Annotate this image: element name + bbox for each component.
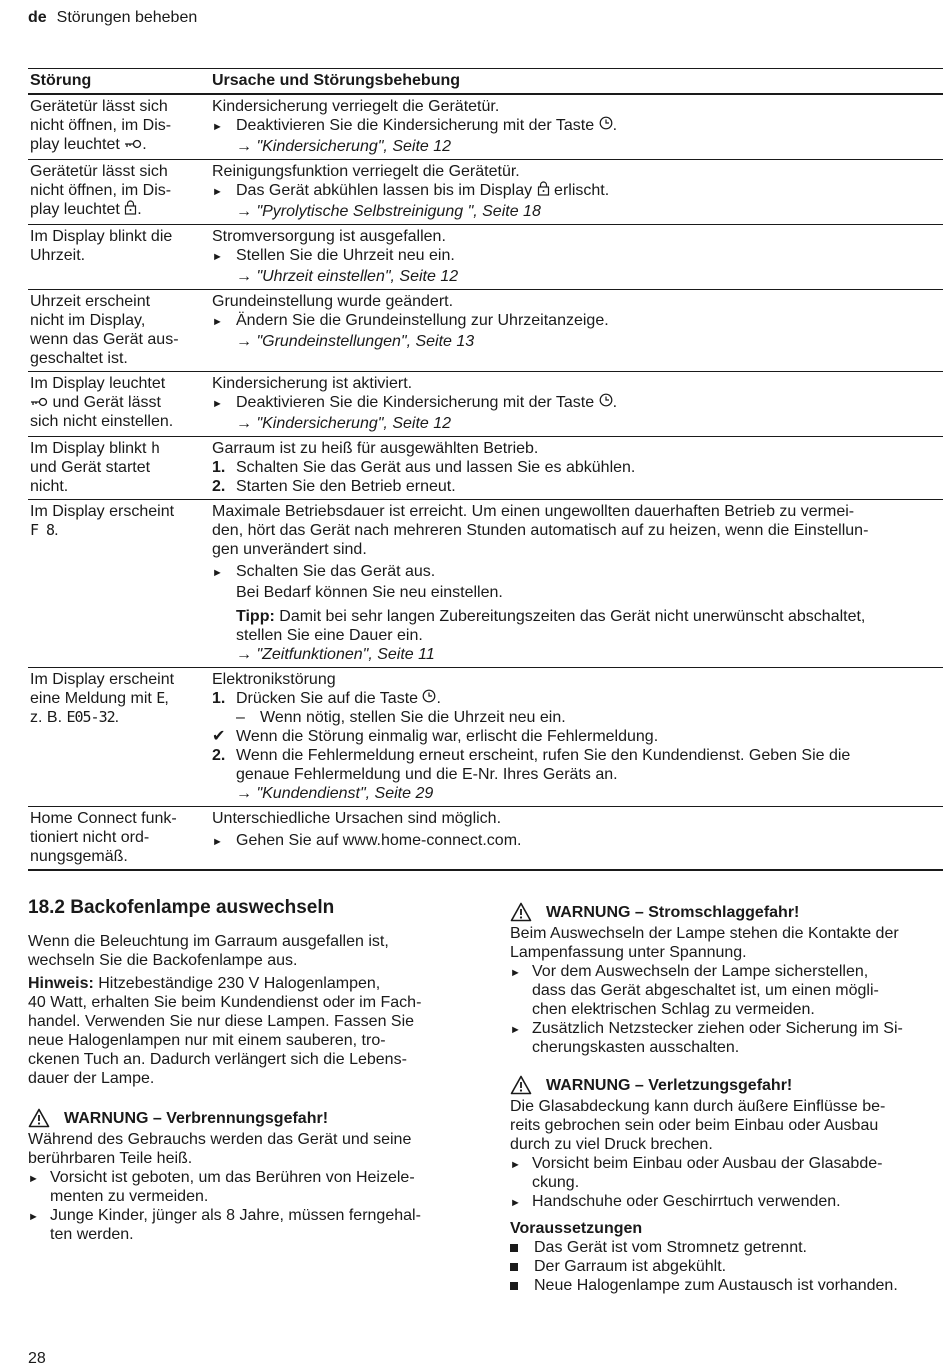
cause-text: Stromversorgung ist ausgefallen.	[212, 228, 446, 245]
clock-icon	[599, 116, 613, 135]
square-bullet-icon	[510, 1238, 534, 1257]
lock-icon	[124, 200, 137, 220]
cause-cell	[212, 290, 943, 371]
cause-text: Garraum ist zu heiß für ausgewählten Betrieb.	[212, 440, 539, 457]
paragraph-line: Hitzebeständige 230 V Halogenlampen,	[98, 975, 381, 992]
fault-text: sich nicht einstellen.	[30, 413, 174, 431]
bullet-icon: ►	[212, 121, 223, 133]
list-item: menten zu vermeiden.	[50, 1188, 209, 1205]
cause-cell: Kindersicherung ist aktiviert. ► Deaktivieren Sie die Kindersicherung mit der Taste . → "Kindersicherung", Seite 12	[212, 372, 943, 436]
action-text: Deaktivieren Sie die Kindersicherung mit der Taste	[236, 117, 595, 134]
prerequisites-list	[510, 1238, 942, 1295]
list-item: Vorsicht ist geboten, um das Berühren von Heizele-	[50, 1169, 415, 1186]
fault-text: Im Display erscheint	[30, 503, 175, 520]
list-item: chen elektrischen Schlag zu vermeiden.	[532, 1001, 815, 1018]
fault-text: nicht.	[30, 478, 69, 495]
page-header	[28, 9, 197, 27]
fault-text: und Gerät lässt	[52, 394, 161, 411]
checkmark-icon: ✔	[212, 728, 226, 746]
cause-text: Unterschiedliche Ursachen sind möglich.	[212, 810, 502, 828]
warning-list	[28, 1168, 460, 1244]
step-text: Schalten Sie das Gerät aus und lassen Sie es abkühlen.	[236, 459, 636, 476]
step-text: genaue Fehlermeldung und die E-Nr. Ihres Geräts an.	[236, 766, 618, 784]
cross-reference-link[interactable]: → "Grundeinstellungen", Seite 13	[236, 333, 475, 350]
cross-reference-link[interactable]: → "Uhrzeit einstellen", Seite 12	[236, 268, 459, 285]
list-item: Junge Kinder, jünger als 8 Jahre, müssen ferngehal-	[50, 1207, 421, 1224]
square-bullet-icon	[510, 1276, 534, 1295]
fault-cell	[28, 500, 212, 667]
tip-block	[212, 607, 943, 626]
paragraph-line: Beim Auswechseln der Lampe stehen die Kontakte der	[510, 925, 899, 942]
paragraph-line: wechseln Sie die Backofenlampe aus.	[28, 952, 298, 969]
header-title: Störungen beheben	[56, 9, 198, 26]
fault-text: Uhrzeit.	[30, 247, 86, 264]
paragraph-line: Die Glasabdeckung kann durch äußere Einflüsse be-	[510, 1098, 886, 1115]
table-header	[28, 69, 943, 95]
fault-text: Im Display blinkt	[30, 440, 147, 457]
table-row	[28, 160, 943, 225]
bullet-icon: ►	[212, 251, 223, 263]
fault-text: nungsgemäß.	[30, 848, 128, 866]
table-row	[28, 290, 943, 372]
fault-cell: Gerätetür lässt sich nicht öffnen, im Dis- play leuchtet .	[28, 95, 212, 159]
fault-text: tioniert nicht ord-	[30, 829, 150, 847]
list-item: cherungskasten ausschalten.	[532, 1039, 740, 1056]
cross-reference-link[interactable]: → "Kindersicherung", Seite 12	[236, 138, 452, 155]
cross-reference-link[interactable]: → "Kundendienst", Seite 29	[236, 785, 434, 803]
paragraph-line: Wenn die Beleuchtung im Garraum ausgefallen ist,	[28, 933, 389, 950]
right-column	[510, 896, 942, 1295]
fault-text: geschaltet ist.	[30, 350, 128, 367]
fault-cell	[28, 290, 212, 371]
warning-heading	[510, 1075, 942, 1095]
table-row	[28, 807, 943, 871]
clock-icon	[599, 393, 613, 412]
action-text: Gehen Sie auf www.home-connect.com.	[236, 832, 522, 850]
bullet-icon: ►	[28, 1173, 39, 1185]
list-item: Vor dem Auswechseln der Lampe sicherstellen,	[532, 963, 869, 980]
cause-cell	[212, 225, 943, 289]
bullet-icon: ►	[212, 398, 223, 410]
bullet-icon: ►	[510, 967, 521, 979]
list-item: ten werden.	[50, 1226, 134, 1243]
col-header-cause: Ursache und Störungsbehebung	[212, 72, 461, 89]
bullet-icon: ►	[28, 1211, 39, 1223]
step-number: 1.	[212, 459, 226, 476]
cause-text: Reinigungsfunktion verriegelt die Gerätetür.	[212, 163, 520, 180]
table-row	[28, 372, 943, 437]
table-row	[28, 225, 943, 290]
paragraph-line: dauer der Lampe.	[28, 1070, 155, 1087]
cause-text: Kindersicherung ist aktiviert.	[212, 375, 413, 392]
cause-text: Kindersicherung verriegelt die Gerätetür.	[212, 98, 500, 115]
cause-cell	[212, 437, 943, 499]
bullet-icon: ►	[212, 186, 223, 198]
cause-cell	[212, 500, 943, 667]
paragraph-line: durch zu viel Druck brechen.	[510, 1136, 713, 1153]
step-number: 2.	[212, 747, 226, 765]
fault-cell: Im Display erscheint eine Meldung mit E, z. B. E05-32.	[28, 668, 212, 806]
warning-title: WARNUNG – Verletzungsgefahr!	[546, 1076, 793, 1094]
warning-icon	[510, 1075, 532, 1095]
fault-text: eine Meldung mit	[30, 690, 152, 707]
list-item: Vorsicht beim Einbau oder Ausbau der Glasabde-	[532, 1155, 883, 1172]
fault-cell: Gerätetür lässt sich nicht öffnen, im Dis- play leuchtet .	[28, 160, 212, 224]
key-icon	[124, 135, 142, 154]
paragraph-line: Während des Gebrauchs werden das Gerät und seine	[28, 1131, 412, 1148]
action-text: Schalten Sie das Gerät aus.	[236, 563, 436, 580]
table-row	[28, 95, 943, 160]
display-symbol: F 8	[30, 521, 55, 539]
table-row	[28, 437, 943, 500]
intro-paragraph	[28, 932, 460, 970]
page-number: 28	[28, 1350, 46, 1367]
troubleshooting-table	[28, 68, 943, 871]
list-item: Zusätzlich Netzstecker ziehen oder Sicherung im Si-	[532, 1020, 903, 1037]
warning-title: WARNUNG – Verbrennungsgefahr!	[64, 1109, 329, 1127]
key-icon	[30, 393, 48, 412]
left-column	[28, 896, 460, 1244]
tip-text: stellen Sie eine Dauer ein.	[236, 627, 423, 644]
display-symbol: E05-32	[66, 708, 115, 726]
paragraph-line: neue Halogenlampen nur mit einem sauberen, tro-	[28, 1032, 386, 1049]
cause-text: Maximale Betriebsdauer ist erreicht. Um einen ungewollten dauerhaften Betrieb zu vermei-	[212, 503, 855, 520]
bullet-icon: ►	[212, 316, 223, 328]
clock-icon	[422, 689, 436, 708]
warning-icon	[510, 902, 532, 922]
cause-cell	[212, 160, 943, 224]
bullet-icon: ►	[510, 1024, 521, 1036]
fault-cell	[28, 372, 212, 436]
warning-icon	[28, 1108, 50, 1128]
cause-cell: Elektronikstörung 1. Drücken Sie auf die Taste . – Wenn nötig, stellen Sie die Uhrzeit neu ein. ✔ Wenn die Störung einmalig war, erlischt die Fehlermeldung. 2. Wenn die Fehlermeldung erneut erscheint, rufen Sie den Kundendienst. Geben Sie die genaue Fehlermeldung und die E-Nr. Ihres Geräts an. → "Kundendienst", Seite 29	[212, 668, 943, 806]
list-item: ckung.	[532, 1174, 580, 1191]
fault-cell	[28, 437, 212, 499]
step-subtext: Wenn nötig, stellen Sie die Uhrzeit neu ein.	[260, 709, 566, 727]
fault-text: und Gerät startet	[30, 459, 151, 476]
fault-text: Im Display erscheint	[30, 671, 175, 688]
fault-text: .	[54, 522, 59, 539]
fault-text: nicht im Display,	[30, 312, 146, 329]
warning-list	[510, 962, 942, 1057]
dash-icon: –	[236, 709, 245, 727]
bullet-icon: ►	[212, 836, 223, 849]
step-text: Wenn die Fehlermeldung erneut erscheint, rufen Sie den Kundendienst. Geben Sie die	[236, 747, 851, 765]
cross-reference-link[interactable]: → "Zeitfunktionen", Seite 11	[236, 646, 435, 663]
fault-cell	[28, 807, 212, 869]
cross-reference-link[interactable]: → "Pyrolytische Selbstreinigung ", Seite 18	[236, 203, 541, 220]
fault-text: z. B.	[30, 709, 63, 726]
lock-icon	[537, 181, 550, 201]
language-tag: de	[28, 9, 47, 26]
step-number: 1.	[212, 690, 226, 707]
fault-text: play leuchtet	[30, 136, 120, 153]
cross-reference-link[interactable]: → "Kindersicherung", Seite 12	[236, 415, 452, 432]
fault-text: Gerätetür lässt sich	[30, 98, 168, 115]
action-text: Deaktivieren Sie die Kindersicherung mit der Taste	[236, 394, 595, 411]
bullet-icon: ►	[212, 567, 223, 579]
paragraph-line: handel. Verwenden Sie nur diese Lampen. Fassen Sie	[28, 1013, 415, 1030]
bullet-icon: ►	[510, 1159, 521, 1171]
table-row	[28, 668, 943, 807]
cause-text: den, hört das Gerät nach mehreren Stunden automatisch auf zu heizen, wenn die Einstellun-	[212, 522, 869, 539]
warning-heading	[28, 1108, 460, 1128]
cause-text: gen unverändert sind.	[212, 541, 367, 558]
prerequisites-heading: Voraussetzungen	[510, 1220, 643, 1237]
paragraph-line: reits gebrochen sein oder beim Einbau oder Ausbau	[510, 1117, 879, 1134]
warning-title: WARNUNG – Stromschlaggefahr!	[546, 903, 800, 921]
step-number: 2.	[212, 478, 226, 495]
display-symbol: h	[150, 439, 159, 457]
fault-text: Im Display blinkt die	[30, 228, 173, 245]
square-bullet-icon	[510, 1257, 534, 1276]
action-subtext: Bei Bedarf können Sie neu einstellen.	[236, 584, 503, 601]
warning-heading	[510, 902, 942, 922]
fault-text: Gerätetür lässt sich	[30, 163, 168, 180]
fault-cell	[28, 225, 212, 289]
fault-text: Im Display leuchtet	[30, 375, 166, 392]
tip-text: Damit bei sehr langen Zubereitungszeiten das Gerät nicht unerwünscht abschaltet,	[279, 608, 866, 625]
action-text: Ändern Sie die Grundeinstellung zur Uhrzeitanzeige.	[236, 312, 609, 329]
fault-text: nicht öffnen, im Dis-	[30, 117, 172, 134]
cause-cell: Kindersicherung verriegelt die Gerätetür. ► Deaktivieren Sie die Kindersicherung mit der Taste . → "Kindersicherung", Seite 12	[212, 95, 943, 159]
hint-paragraph	[28, 974, 460, 1088]
result-text: Wenn die Störung einmalig war, erlischt die Fehlermeldung.	[236, 728, 659, 746]
cause-cell	[212, 807, 943, 869]
section-heading: 18.2 Backofenlampe auswechseln	[28, 897, 335, 918]
list-item: Handschuhe oder Geschirrtuch verwenden.	[532, 1193, 841, 1210]
fault-text: wenn das Gerät aus-	[30, 331, 179, 348]
paragraph-line: ckenen Tuch an. Dadurch verlängert sich die Lebens-	[28, 1051, 407, 1068]
list-item: Der Garraum ist abgekühlt.	[534, 1258, 727, 1275]
list-item: dass das Gerät abgeschaltet ist, um einen mögli-	[532, 982, 879, 999]
tip-label: Tipp:	[236, 608, 275, 625]
fault-text: nicht öffnen, im Dis-	[30, 182, 172, 199]
paragraph-line: berührbaren Teile heiß.	[28, 1150, 193, 1167]
paragraph-line: Lampenfassung unter Spannung.	[510, 944, 747, 961]
fault-text: play leuchtet	[30, 201, 120, 219]
paragraph-line: 40 Watt, erhalten Sie beim Kundendienst oder im Fach-	[28, 994, 422, 1011]
warning-list	[510, 1154, 942, 1213]
cause-text: Grundeinstellung wurde geändert.	[212, 293, 454, 310]
step-text: Starten Sie den Betrieb erneut.	[236, 478, 456, 495]
table-row	[28, 500, 943, 668]
action-text: erlischt.	[554, 182, 610, 200]
action-text: Stellen Sie die Uhrzeit neu ein.	[236, 247, 455, 264]
list-item: Neue Halogenlampe zum Austausch ist vorhanden.	[534, 1277, 898, 1294]
bullet-icon: ►	[510, 1197, 521, 1209]
hint-label: Hinweis:	[28, 975, 94, 992]
fault-text: Uhrzeit erscheint	[30, 293, 151, 310]
action-text: Das Gerät abkühlen lassen bis im Display	[236, 182, 533, 200]
cause-text: Elektronikstörung	[212, 671, 336, 688]
display-symbol: E	[156, 689, 165, 707]
col-header-fault: Störung	[30, 72, 92, 89]
list-item: Das Gerät ist vom Stromnetz getrennt.	[534, 1239, 807, 1256]
fault-text: Home Connect funk-	[30, 810, 177, 828]
step-text: Drücken Sie auf die Taste	[236, 690, 419, 707]
